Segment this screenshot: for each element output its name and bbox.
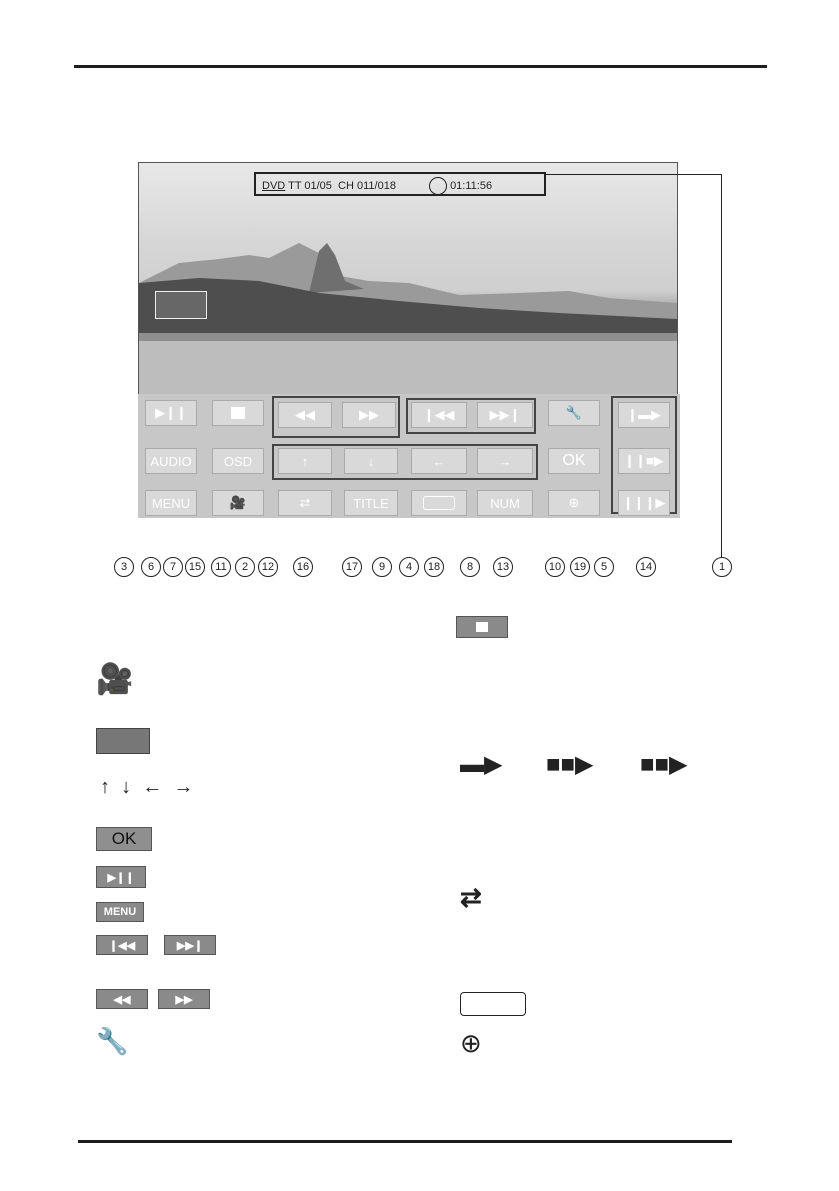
slow-3-button[interactable] — [618, 490, 670, 516]
callout: 3 — [114, 557, 134, 577]
arrow-up-icon: ↑ — [301, 453, 309, 469]
stop-legend-icon — [456, 616, 508, 638]
bottom-rule — [78, 1140, 732, 1143]
callout: 9 — [372, 557, 392, 577]
audio-button[interactable] — [145, 448, 197, 474]
callout: 2 — [235, 557, 255, 577]
menu-button[interactable] — [145, 490, 197, 516]
arrow-keys-icon: ↑ ↓ ← → — [100, 776, 194, 798]
angle-button[interactable] — [212, 490, 264, 516]
slow-3-legend-icon: ■■▶ — [640, 751, 688, 778]
callout: 1 — [712, 557, 732, 577]
keypad-icon — [423, 496, 455, 510]
tools-icon: 🔧 — [96, 1026, 129, 1056]
keypad-legend-icon — [460, 992, 526, 1016]
callout: 7 — [163, 557, 183, 577]
callout: 6 — [141, 557, 161, 577]
slow-2-icon: ❙❙■▶ — [624, 453, 664, 468]
title-button[interactable] — [344, 490, 398, 516]
ok-legend-icon — [96, 827, 152, 851]
stop-button[interactable] — [212, 400, 264, 426]
slow-2-legend-icon: ■■▶ — [546, 751, 594, 778]
slow-3-icon: ❙❙❙▶ — [622, 495, 666, 510]
arrow-right-icon: → — [498, 453, 512, 469]
osd-source: DVD — [262, 180, 286, 192]
camera-angle-overlay — [155, 291, 207, 319]
osd-label: OSD — [223, 453, 253, 469]
callout: 10 — [545, 557, 565, 577]
menu-label: MENU — [151, 495, 191, 511]
osd-info-bar — [254, 172, 546, 196]
top-rule — [74, 65, 767, 68]
num-button[interactable] — [477, 490, 533, 516]
audio-label: AUDIO — [150, 453, 192, 469]
callout: 18 — [424, 557, 444, 577]
play-pause-icon: ▶❙❙ — [155, 405, 187, 420]
zoom-button[interactable] — [548, 490, 600, 516]
ok-button[interactable] — [548, 448, 600, 474]
callout: 8 — [460, 557, 480, 577]
rewind-button[interactable] — [278, 402, 332, 428]
slow-1-button[interactable] — [618, 402, 670, 428]
angle-overlay-icon — [96, 728, 150, 754]
forward-legend-icon: ▶▶ — [158, 989, 210, 1009]
slow-2-button[interactable] — [618, 448, 670, 474]
down-button[interactable] — [344, 448, 398, 474]
previous-button[interactable] — [411, 402, 467, 428]
next-icon: ▶▶❙ — [489, 407, 521, 422]
rewind-legend-icon: ◀◀ — [96, 989, 148, 1009]
slow-1-legend-icon: ▬▶ — [460, 751, 503, 778]
fast-forward-button[interactable] — [342, 402, 396, 428]
num-label: NUM — [490, 495, 520, 511]
leader-line-1 — [546, 174, 722, 175]
callout: 19 — [570, 557, 590, 577]
stop-icon — [231, 407, 245, 419]
clock-icon — [429, 177, 447, 195]
osd-title: TT 01/05 — [288, 180, 332, 192]
callout: 16 — [293, 557, 313, 577]
callout: 11 — [211, 557, 231, 577]
menu-legend-icon — [96, 902, 144, 922]
callout: 15 — [185, 557, 205, 577]
ok-label: OK — [562, 452, 586, 469]
camera-icon: 🎥 — [96, 663, 134, 696]
setup-button[interactable] — [548, 400, 600, 426]
previous-legend-icon: ❙◀◀ — [96, 935, 148, 955]
callout: 12 — [258, 557, 278, 577]
camera-icon: 🎥 — [229, 495, 247, 510]
menu-legend-label: MENU — [103, 906, 137, 918]
arrow-left-icon: ← — [432, 453, 446, 469]
tools-icon: 🔧 — [565, 405, 583, 420]
callout: 4 — [399, 557, 419, 577]
repeat-icon: ⇄ — [299, 495, 311, 510]
callout: 14 — [636, 557, 656, 577]
repeat-legend-icon: ⇄ — [460, 882, 482, 912]
right-button[interactable] — [477, 448, 533, 474]
repeat-button[interactable] — [278, 490, 332, 516]
left-button[interactable] — [411, 448, 467, 474]
callout: 13 — [493, 557, 513, 577]
rewind-icon: ◀◀ — [295, 407, 315, 422]
osd-button[interactable] — [212, 448, 264, 474]
arrow-down-icon: ↓ — [367, 453, 375, 469]
play-pause-button[interactable] — [145, 400, 197, 426]
fast-forward-icon: ▶▶ — [359, 407, 379, 422]
previous-icon: ❙◀◀ — [423, 407, 455, 422]
zoom-icon: ⊕ — [568, 495, 580, 510]
next-button[interactable] — [477, 402, 533, 428]
next-legend-icon: ▶▶❙ — [164, 935, 216, 955]
keypad-button[interactable] — [411, 490, 467, 516]
up-button[interactable] — [278, 448, 332, 474]
callout: 5 — [594, 557, 614, 577]
ok-legend-label: OK — [111, 829, 137, 848]
slow-1-icon: ❙▬▶ — [627, 407, 661, 422]
play-pause-legend-icon: ▶❙❙ — [96, 866, 146, 888]
title-label: TITLE — [353, 495, 389, 511]
leader-line-1b — [721, 174, 722, 558]
osd-time: 01:11:56 — [450, 180, 493, 192]
callout: 17 — [342, 557, 362, 577]
zoom-legend-icon: ⊕ — [460, 1028, 482, 1058]
osd-chapter: CH 011/018 — [338, 180, 396, 192]
